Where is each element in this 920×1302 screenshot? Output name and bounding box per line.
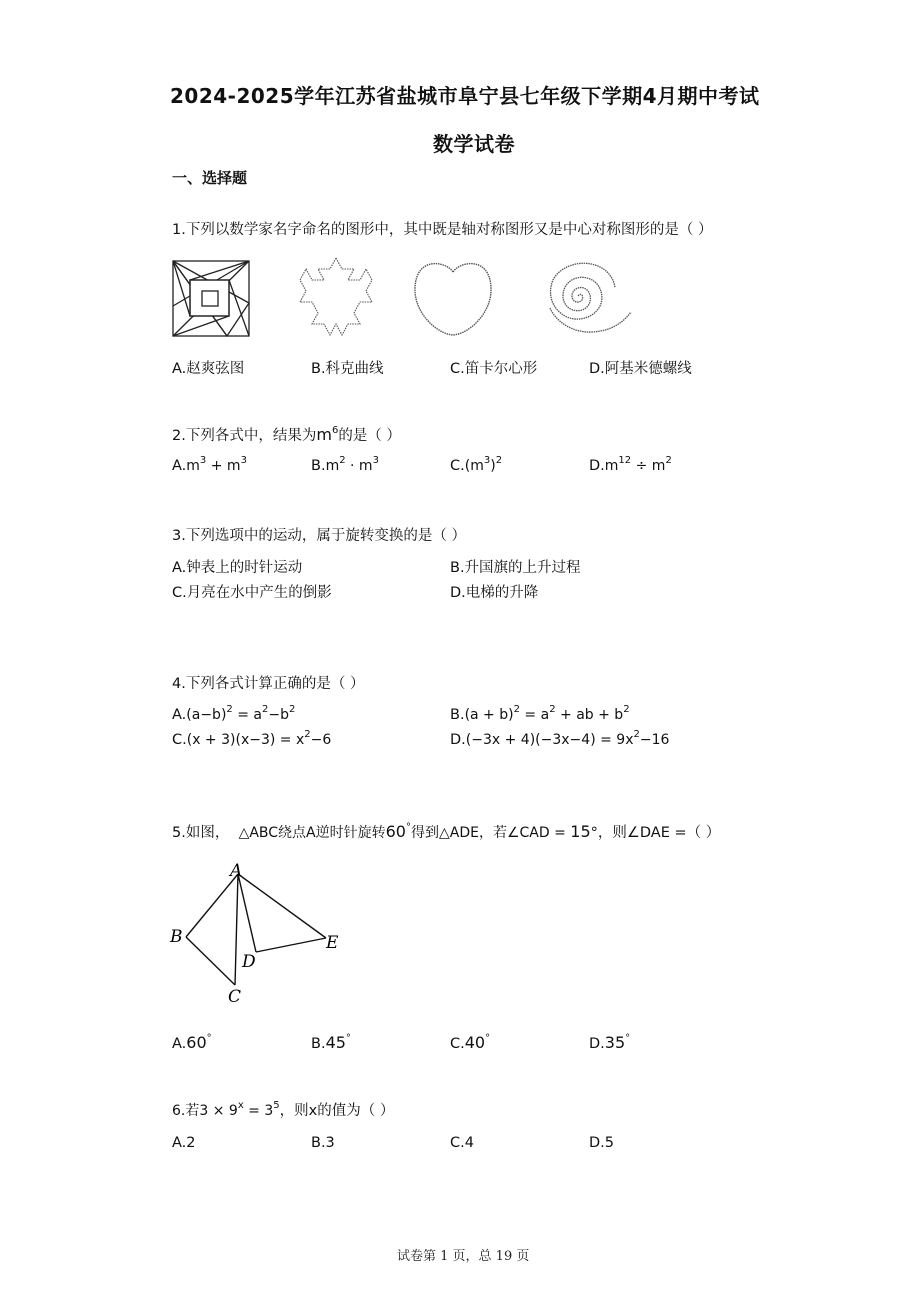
- exam-subtitle: 数学试卷: [433, 132, 515, 156]
- section-heading: 一、选择题: [172, 169, 248, 187]
- question-3-option-c[interactable]: C.月亮在水中产生的倒影: [172, 585, 332, 601]
- question-4-option-b[interactable]: $B.(a + b)^2 = a^2$ + ab + $b^2$: [450, 704, 630, 723]
- exam-title: 2024-2025学年江苏省盐城市阜宁县七年级下学期4月期中考试: [170, 84, 760, 108]
- question-1-option-b[interactable]: B.科克曲线: [311, 361, 384, 377]
- point-b-label: B: [170, 927, 183, 947]
- question-4-option-c[interactable]: $C.(x + 3)(x-3) = x^2-6$: [172, 729, 332, 748]
- question-5-option-d[interactable]: D.35°: [589, 1033, 631, 1052]
- question-3-stem: 3.下列选项中的运动，属于旋转变换的是（ ）: [172, 528, 466, 544]
- point-c-label: C: [228, 987, 242, 1007]
- segment-de: [256, 938, 326, 952]
- question-6-option-d[interactable]: D.5: [589, 1135, 614, 1151]
- question-2-option-d[interactable]: $D.m^{12} \div m^2$: [589, 455, 672, 474]
- question-5-option-a[interactable]: A.60°: [172, 1033, 212, 1052]
- triangle-rotation-figure: [168, 860, 348, 1010]
- point-a-label: A: [230, 861, 243, 881]
- question-3-option-d[interactable]: D.电梯的升降: [450, 585, 539, 601]
- archimedean-spiral-icon: [540, 258, 636, 338]
- question-6-option-b[interactable]: B.3: [311, 1135, 335, 1151]
- question-1-stem: 1.下列以数学家名字命名的图形中，其中既是轴对称图形又是中心对称图形的是（ ）: [172, 222, 713, 238]
- question-5-option-c[interactable]: C.40°: [450, 1033, 491, 1052]
- question-4-stem: 4.下列各式计算正确的是（ ）: [172, 676, 365, 692]
- segment-ac: [235, 874, 238, 985]
- question-6-option-c[interactable]: C.4: [450, 1135, 474, 1151]
- question-1-option-d[interactable]: D.阿基米德螺线: [589, 361, 692, 377]
- question-5-stem: 5.如图， △ABC绕点A逆时针旋转60°得到△ADE，若∠CAD = 15°，则∠DAE =（ ）: [172, 822, 721, 841]
- page-footer: 试卷第 1 页，总 19 页: [397, 1249, 530, 1264]
- segment-ab: [186, 874, 238, 937]
- question-1-option-c[interactable]: C.笛卡尔心形: [450, 361, 538, 377]
- question-2-option-b[interactable]: $B.m^2 \cdot m^3$: [311, 455, 379, 474]
- question-4-option-a[interactable]: $A.(a-b)^2 = a^2-b^2$: [172, 704, 296, 723]
- question-2-option-c[interactable]: $C.(m^3)^2$: [450, 455, 503, 474]
- question-3-option-b[interactable]: B.升国旗的上升过程: [450, 560, 581, 576]
- point-d-label: D: [242, 952, 256, 972]
- question-4-option-d[interactable]: $D.(-3x + 4)(-3x-4) = 9x^2-16$: [450, 729, 670, 748]
- question-6-option-a[interactable]: A.2: [172, 1135, 196, 1151]
- koch-snowflake-icon: [297, 256, 375, 338]
- zhao-shuang-diagram-icon: [170, 258, 252, 338]
- cardioid-icon: [412, 258, 494, 338]
- question-2-option-a[interactable]: $A.m^3 + m^3$: [172, 455, 247, 474]
- question-5-option-b[interactable]: B.45°: [311, 1033, 351, 1052]
- question-3-option-a[interactable]: A.钟表上的时针运动: [172, 560, 303, 576]
- point-e-label: E: [326, 933, 339, 953]
- segment-bc: [186, 937, 235, 985]
- question-2-stem: 2.下列各式中，结果为$m^6$的是（ ）: [172, 425, 401, 444]
- question-1-option-a[interactable]: A.赵爽弦图: [172, 361, 245, 377]
- question-6-stem: 6.若$3 \times 9^x = 3^5$，则x的值为（ ）: [172, 1100, 395, 1119]
